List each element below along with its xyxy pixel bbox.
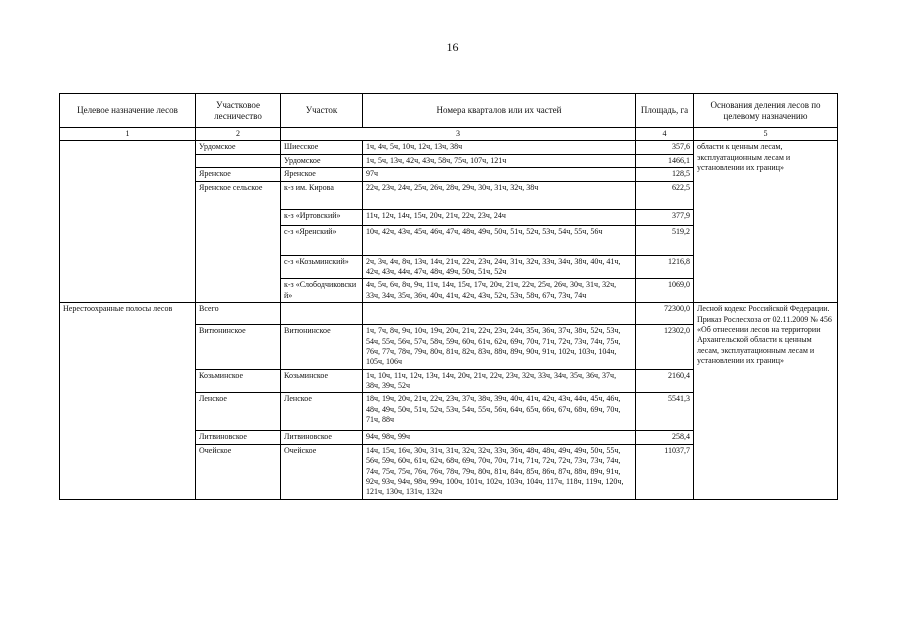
header-forestry: Участковое лесничество <box>196 94 281 128</box>
site-cell: Козьминское <box>281 369 363 393</box>
quarters-cell: 4ч, 5ч, 6ч, 8ч, 9ч, 11ч, 14ч, 15ч, 17ч, 20ч, 21ч, 22ч, 25ч, 26ч, 30ч, 31ч, 32ч, 33ч, 34ч, 35ч, 36ч, 40ч, 41ч, 42ч, 43ч, 52ч, 53ч, 58ч, 67ч, 73ч, 74ч <box>363 279 636 303</box>
purpose-cell <box>60 141 196 303</box>
table-row <box>60 141 838 154</box>
quarters-cell: 14ч, 15ч, 16ч, 30ч, 31ч, 31ч, 32ч, 32ч, 33ч, 36ч, 48ч, 48ч, 49ч, 49ч, 50ч, 55ч, 56ч, 59ч, 60ч, 61ч, 62ч, 68ч, 69ч, 70ч, 70ч, 71ч, 71ч, 72ч, 72ч, 73ч, 73ч, 74ч, 74ч, 75ч, 75ч, 76ч, 76ч, 78ч, 79ч, 80ч, 81ч, 84ч, 85ч, 86ч, 87ч, 88ч, 89ч, 91ч, 92ч, 93ч, 94ч, 98ч, 99ч, 100ч, 101ч, 102ч, 103ч, 104ч, 117ч, 118ч, 119ч, 120ч, 121ч, 130ч, 131ч, 132ч <box>363 444 636 499</box>
area-cell: 357,6 <box>636 141 694 154</box>
header-site: Участок <box>281 94 363 128</box>
header-quarters: Номера кварталов или их частей <box>363 94 636 128</box>
header-basis: Основания деления лесов по целевому назначению <box>694 94 838 128</box>
site-cell: Яренское <box>281 168 363 181</box>
area-cell: 1466,1 <box>636 154 694 167</box>
site-cell: к-з «Слободчиковски й» <box>281 279 363 303</box>
area-cell: 5541,3 <box>636 393 694 431</box>
col-num-4: 4 <box>636 128 694 141</box>
area-cell: 72300,0 <box>636 303 694 325</box>
site-cell: с-з «Яренский» <box>281 225 363 255</box>
column-number-row <box>60 128 838 141</box>
site-cell: Урдомское <box>281 154 363 167</box>
area-cell: 1069,0 <box>636 279 694 303</box>
site-cell: с-з «Козьминский» <box>281 255 363 279</box>
quarters-cell: 94ч, 98ч, 99ч <box>363 431 636 444</box>
forestry-cell: Яренское <box>196 168 281 181</box>
area-cell: 622,5 <box>636 181 694 209</box>
quarters-cell: 1ч, 10ч, 11ч, 12ч, 13ч, 14ч, 20ч, 21ч, 22ч, 23ч, 32ч, 33ч, 34ч, 35ч, 36ч, 37ч, 38ч, 39ч, 52ч <box>363 369 636 393</box>
site-cell: Литвиновское <box>281 431 363 444</box>
forestry-cell: Всего <box>196 303 281 325</box>
col-num-2: 2 <box>196 128 281 141</box>
site-cell: к-з «Иртовский» <box>281 209 363 225</box>
quarters-cell: 1ч, 4ч, 5ч, 10ч, 12ч, 13ч, 38ч <box>363 141 636 154</box>
area-cell: 11037,7 <box>636 444 694 499</box>
header-purpose: Целевое назначение лесов <box>60 94 196 128</box>
table-row <box>60 303 838 325</box>
header-area: Площадь, га <box>636 94 694 128</box>
forestry-cell: Урдомское <box>196 141 281 154</box>
site-cell: Витюнинское <box>281 325 363 370</box>
forestry-cell: Козьминское <box>196 369 281 393</box>
site-cell: Очейское <box>281 444 363 499</box>
area-cell: 519,2 <box>636 225 694 255</box>
quarters-cell: 1ч, 5ч, 13ч, 42ч, 43ч, 58ч, 75ч, 107ч, 121ч <box>363 154 636 167</box>
quarters-cell: 18ч, 19ч, 20ч, 21ч, 22ч, 23ч, 37ч, 38ч, 39ч, 40ч, 41ч, 42ч, 43ч, 44ч, 45ч, 46ч, 48ч, 49ч, 50ч, 51ч, 52ч, 53ч, 54ч, 55ч, 56ч, 64ч, 65ч, 66ч, 67ч, 68ч, 69ч, 70ч, 71ч, 88ч <box>363 393 636 431</box>
site-cell: к-з им. Кирова <box>281 181 363 209</box>
basis-cell: области к ценным лесам, эксплуатационным лесам и установлении их границ» <box>694 141 838 303</box>
quarters-cell: 22ч, 23ч, 24ч, 25ч, 26ч, 28ч, 29ч, 30ч, 31ч, 32ч, 38ч <box>363 181 636 209</box>
col-num-5: 5 <box>694 128 838 141</box>
purpose-cell: Нерестоохранные полосы лесов <box>60 303 196 500</box>
forestry-cell: Витюнинское <box>196 325 281 370</box>
quarters-cell: 2ч, 3ч, 4ч, 8ч, 13ч, 14ч, 21ч, 22ч, 23ч, 24ч, 31ч, 32ч, 33ч, 34ч, 38ч, 40ч, 41ч, 42ч, 43ч, 44ч, 47ч, 48ч, 49ч, 50ч, 51ч, 52ч <box>363 255 636 279</box>
quarters-cell: 10ч, 42ч, 43ч, 45ч, 46ч, 47ч, 48ч, 49ч, 50ч, 51ч, 52ч, 53ч, 54ч, 55ч, 56ч <box>363 225 636 255</box>
forestry-cell: Ленское <box>196 393 281 431</box>
col-num-3-span: 3 <box>281 128 636 141</box>
quarters-cell: 97ч <box>363 168 636 181</box>
forestry-cell: Литвиновское <box>196 431 281 444</box>
area-cell: 258,4 <box>636 431 694 444</box>
site-cell: Ленское <box>281 393 363 431</box>
site-cell <box>281 303 363 325</box>
forestry-cell <box>196 154 281 167</box>
forest-purpose-table <box>59 93 838 500</box>
forestry-cell: Очейское <box>196 444 281 499</box>
page-number: 16 <box>446 40 459 54</box>
quarters-cell <box>363 303 636 325</box>
area-cell: 1216,8 <box>636 255 694 279</box>
area-cell: 377,9 <box>636 209 694 225</box>
forestry-cell: Яренское сельское <box>196 181 281 303</box>
col-num-1: 1 <box>60 128 196 141</box>
quarters-cell: 1ч, 7ч, 8ч, 9ч, 10ч, 19ч, 20ч, 21ч, 22ч, 23ч, 24ч, 35ч, 36ч, 37ч, 38ч, 52ч, 53ч, 54ч, 55ч, 56ч, 57ч, 58ч, 59ч, 60ч, 61ч, 62ч, 69ч, 70ч, 71ч, 72ч, 73ч, 74ч, 75ч, 76ч, 77ч, 78ч, 79ч, 80ч, 81ч, 82ч, 83ч, 88ч, 89ч, 90ч, 91ч, 102ч, 103ч, 104ч, 105ч, 106ч <box>363 325 636 370</box>
area-cell: 12302,0 <box>636 325 694 370</box>
basis-cell: Лесной кодекс Российской Федерации. Приказ Рослесхоза от 02.11.2009 № 456 «Об отнесении лесов на территории Архангельской области к ценным лесам, эксплуатационным лесам и установлении их границ» <box>694 303 838 500</box>
area-cell: 2160,4 <box>636 369 694 393</box>
site-cell: Шиесское <box>281 141 363 154</box>
table-header-row <box>60 94 838 128</box>
area-cell: 128,5 <box>636 168 694 181</box>
quarters-cell: 11ч, 12ч, 14ч, 15ч, 20ч, 21ч, 22ч, 23ч, 24ч <box>363 209 636 225</box>
